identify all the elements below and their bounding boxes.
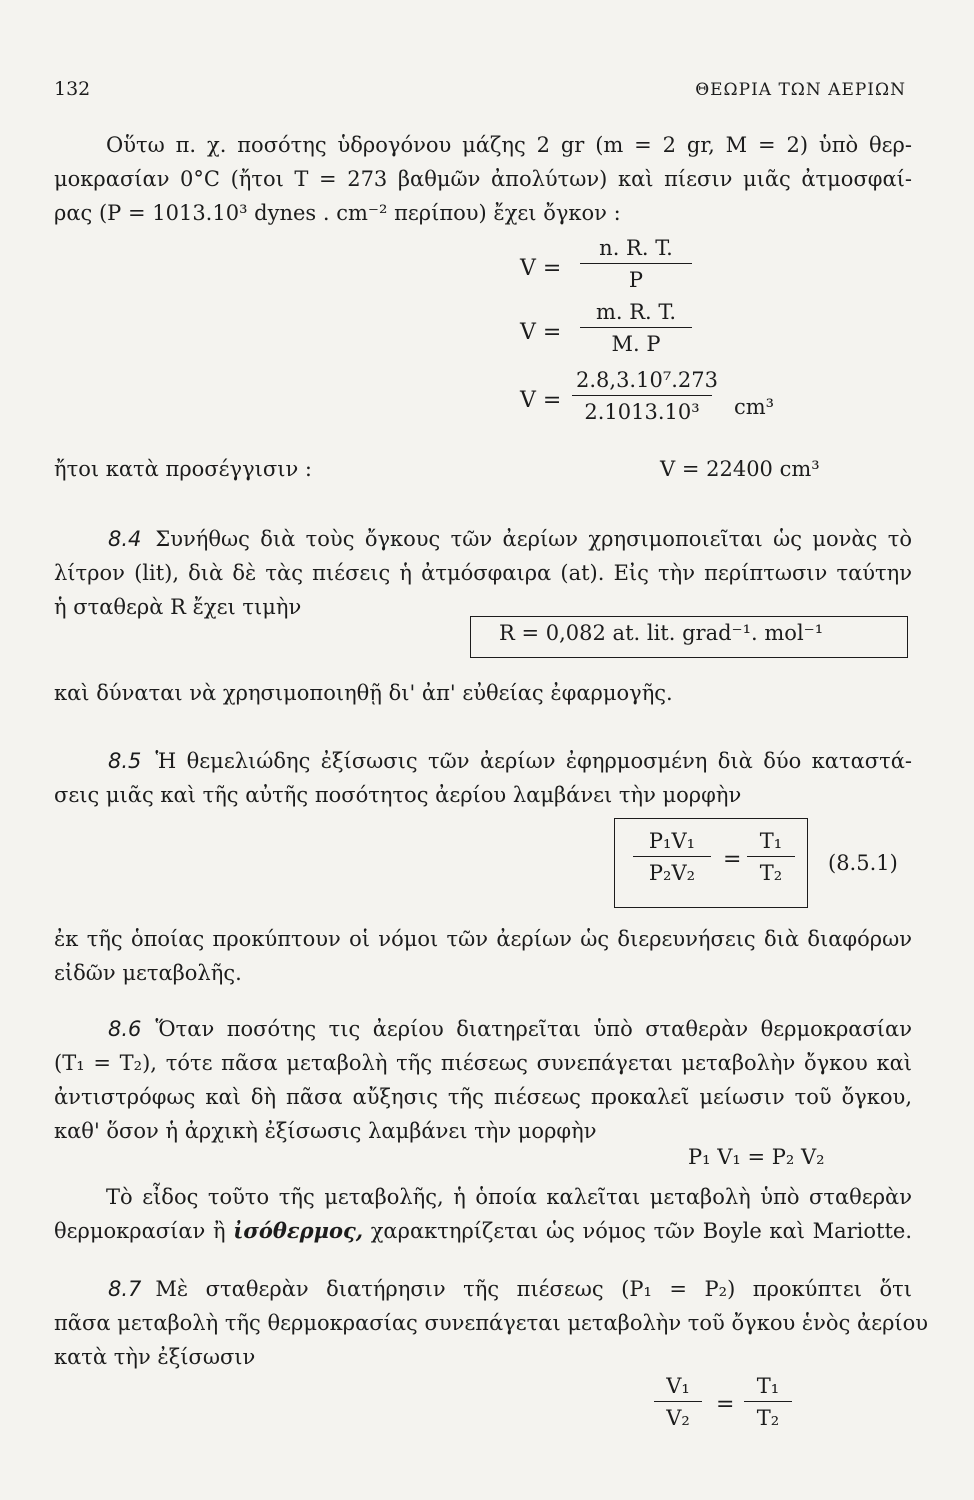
sec-8-4-line-4: καὶ δύναται νὰ χρησιμοποιηθῇ δι' ἀπ' εὐθείας ἐφαρμογῆς. [54, 681, 673, 705]
approx-result: V = 22400 cm³ [660, 457, 820, 481]
eq3-fraction [572, 368, 719, 424]
gas-law-left-den: P₂V₂ [648, 861, 696, 885]
sec-8-5-number: 8.5 [108, 749, 142, 773]
eq1-fraction [580, 236, 692, 292]
charles-equals: = [716, 1392, 735, 1417]
charles-right-fraction [744, 1374, 792, 1430]
running-title: ΘΕΩΡΙΑ ΤΩΝ ΑΕΡΙΩΝ [695, 80, 906, 100]
intro-line-2: μοκρασίαν 0°C (ἤτοι T = 273 βαθμῶν ἀπολύτων) καὶ πίεσιν μιᾶς ἀτμοσφαί- [54, 167, 912, 191]
eq2-fraction [580, 300, 692, 356]
gas-law-left-num: P₁V₁ [633, 829, 711, 857]
eq2-denominator: M. P [611, 332, 661, 356]
page-number: 132 [54, 78, 91, 100]
eq1-numerator: n. R. T. [580, 236, 692, 264]
charles-left-num: V₁ [654, 1374, 702, 1402]
section-8-5 [54, 744, 912, 812]
eq2-lhs: V = [520, 320, 562, 345]
sec-8-6-line-2: (T₁ = T₂), τότε πᾶσα μεταβολὴ τῆς πιέσεως συνεπάγεται μεταβολὴν ὄγκου καὶ [54, 1051, 912, 1075]
sec-8-5-line-4: εἰδῶν μεταβολῆς. [54, 961, 242, 985]
sec-8-6-line-3: ἀντιστρόφως καὶ δὴ πᾶσα αὔξησις τῆς πιέσεως προκαλεῖ μείωσιν τοῦ ὄγκου, [54, 1085, 912, 1109]
charles-right-num: T₁ [744, 1374, 792, 1402]
sec-8-5-line-3: ἐκ τῆς ὁποίας προκύπτουν οἱ νόμοι τῶν ἀερίων ὡς διερευνήσεις διὰ διαφόρων [54, 927, 912, 951]
gas-law-left-fraction [633, 829, 711, 885]
sec-8-6-number: 8.6 [108, 1017, 142, 1041]
sec-8-6-line-5: Τὸ εἶδος τοῦτο τῆς μεταβολῆς, ἡ ὁποία καλεῖται μεταβολὴ ὑπὸ σταθερὰν [106, 1185, 912, 1209]
intro-paragraph [54, 128, 912, 230]
gas-law-right-den: T₂ [759, 861, 783, 885]
sec-8-6-continued [54, 1180, 912, 1248]
section-8-6 [54, 1012, 912, 1148]
approx-label: ἤτοι κατὰ προσέγγισιν : [54, 457, 312, 481]
boyle-equation: P₁ V₁ = P₂ V₂ [688, 1145, 825, 1169]
sec-8-7-line-3: κατὰ τὴν ἐξίσωσιν [54, 1345, 256, 1369]
charles-left-fraction [654, 1374, 702, 1430]
sec-8-4-line-2: λίτρον (lit), διὰ δὲ τὰς πιέσεις ἡ ἀτμόσφαιρα (at). Εἰς τὴν περίπτωσιν ταύτην [54, 561, 912, 585]
gas-law-box [614, 818, 808, 908]
eq3-numerator: 2.8,3.10⁷.273 [572, 368, 712, 396]
sec-8-4-line-3: ἡ σταθερὰ R ἔχει τιμὴν [54, 595, 302, 619]
section-8-7 [54, 1272, 929, 1374]
gas-law-equals: = [723, 847, 742, 872]
sec-8-6-line-4: καθ' ὅσον ἡ ἀρχικὴ ἐξίσωσις λαμβάνει τὴν μορφὴν [54, 1119, 597, 1143]
r-constant-box [470, 616, 908, 658]
charles-right-den: T₂ [756, 1406, 780, 1430]
eq2-numerator: m. R. T. [580, 300, 692, 328]
sec-8-7-line-2: πᾶσα μεταβολὴ τῆς θερμοκρασίας συνεπάγεται μεταβολὴν τοῦ ὄγκου ἑνὸς ἀερίου [54, 1311, 929, 1335]
sec-8-7-line-1: 8.7 Μὲ σταθερὰν διατήρησιν τῆς πιέσεως (P₁ = P₂) προκύπτει ὅτι [108, 1277, 912, 1301]
r-constant-value: R = 0,082 at. lit. grad⁻¹. mol⁻¹ [499, 621, 824, 645]
sec-8-6-line-6: θερμοκρασίαν ἢ ἰσόθερμος, χαρακτηρίζεται ὡς νόμος τῶν Boyle καὶ Mariotte. [54, 1218, 912, 1243]
sec-8-4-number: 8.4 [108, 527, 142, 551]
sec-8-7-number: 8.7 [108, 1277, 142, 1301]
gas-law-right-fraction [747, 829, 795, 885]
sec-8-5-line-1: 8.5 Ἡ θεμελιώδης ἐξίσωσις τῶν ἀερίων ἐφηρμοσμένη διὰ δύο καταστά- [108, 749, 912, 773]
eq1-denominator: P [628, 268, 644, 292]
sec-8-5-continued [54, 922, 912, 990]
sec-8-5-line-2: σεις μιᾶς καὶ τῆς αὐτῆς ποσότητος ἀερίου λαμβάνει τὴν μορφὴν [54, 783, 742, 807]
intro-line-1: Οὕτω π. χ. ποσότης ὑδρογόνου μάζης 2 gr (m = 2 gr, M = 2) ὑπὸ θερ- [106, 133, 912, 157]
sec-8-6-line-1: 8.6 Ὅταν ποσότης τις ἀερίου διατηρεῖται ὑπὸ σταθερὰν θερμοκρασίαν [108, 1017, 912, 1041]
charles-left-den: V₂ [666, 1406, 690, 1430]
equation-label-8-5-1: (8.5.1) [828, 851, 898, 875]
eq3-lhs: V = [520, 388, 562, 413]
eq3-unit: cm³ [734, 395, 775, 419]
section-8-4 [54, 522, 912, 624]
intro-line-3: ρας (P = 1013.10³ dynes . cm⁻² περίπου) ἔχει ὄγκον : [54, 201, 621, 225]
isothermal-term: ἰσόθερμος, [233, 1218, 364, 1243]
eq1-lhs: V = [520, 256, 562, 281]
gas-law-right-num: T₁ [747, 829, 795, 857]
sec-8-4-line-1: 8.4 Συνήθως διὰ τοὺς ὄγκους τῶν ἀερίων χρησιμοποιεῖται ὡς μονὰς τὸ [108, 527, 912, 551]
eq3-denominator: 2.1013.10³ [584, 400, 700, 424]
